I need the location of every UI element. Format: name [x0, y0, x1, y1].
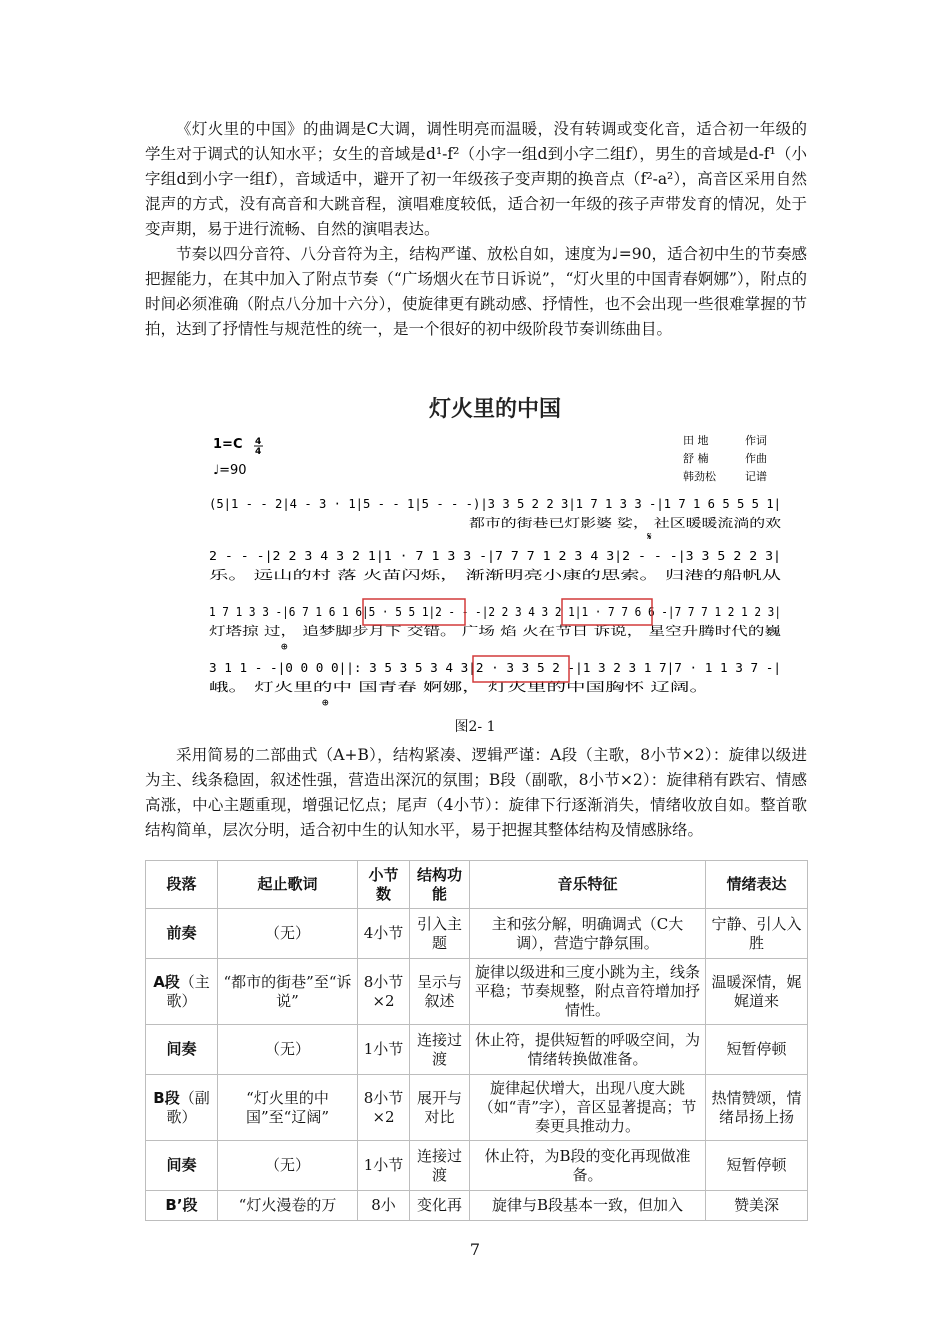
header-emotion: 情绪表达 [706, 861, 808, 909]
cell-features: 旋律以级进和三度小跳为主，线条平稳；节奏规整，附点音符增加抒情性。 [470, 959, 706, 1025]
cell-bars: 4小节 [358, 909, 410, 959]
cell-lyrics: （无） [218, 1141, 358, 1191]
cell-bars: 8小节×2 [358, 959, 410, 1025]
cell-lyrics: “灯火里的中国”至“辽阔” [218, 1075, 358, 1141]
cell-lyrics: （无） [218, 909, 358, 959]
credit-transcriber-role: 记谱 [745, 470, 767, 483]
credit-composer-name: 舒 楠 [683, 452, 709, 465]
score-line-3-notes: 1 7 1 3 3 -|6 7 1 6 1 6|5 · 5 5 1|2 - - -|2 2 3 4 3 2 1|1 · 7 7 6 6 -|7 7 7 1 2 1 2 3| [209, 604, 781, 619]
figure-caption: 图2- 1 [454, 719, 496, 735]
table-row [146, 1191, 808, 1221]
cell-segment-sub: （副歌） [166, 1088, 210, 1126]
score-line-1-notes: (5|1 - - 2|4 - 3 · 1|5 - - 1|5 - - -)|3 3 5 2 2 3|1 7 1 3 3 -|1 7 1 6 5 5 5 1| [209, 496, 781, 511]
cell-segment: 间奏 [146, 1025, 218, 1075]
table-header-row [146, 861, 808, 909]
cell-lyrics: （无） [218, 1025, 358, 1075]
cell-segment [146, 959, 218, 1025]
credit-transcriber-name: 韩劲松 [683, 470, 716, 483]
score-line-4-notes: 3 1 1 - -|0 0 0 0||: 3 5 3 5 3 4 3|2 · 3 3 5 2 -|1 3 2 3 1 7|7 · 1 1 3 7 -| [209, 660, 781, 675]
cell-function: 变化再 [410, 1191, 470, 1221]
header-features: 音乐特征 [470, 861, 706, 909]
score-line-2-notes: 2 - - -|2 2 3 4 3 2 1|1 · 7 1 3 3 -|7 7 7 1 2 3 4 3|2 - - -|3 3 5 2 2 3| [209, 548, 781, 563]
cell-bars: 8小 [358, 1191, 410, 1221]
paragraph-rhythm: 节奏以四分音符、八分音符为主，结构严谨、放松自如，速度为♩=90，适合初中生的节奏感把握能力，在其中加入了附点节奏（“广场烟火在节日诉说”，“灯火里的中国青春婀娜”），附点的时间必须准确（附点八分加十六分），使旋律更有跳动感、抒情性，也不会出现一些很难掌握的节拍，达到了抒情性与规范性的统一，是一个很好的初中级阶段节奏训练曲目。 [145, 245, 807, 338]
score-line-4-lyrics: 峨。 灯火里的中 国青春 婀娜， 灯火里的中国胸怀 辽阔。 [209, 680, 517, 694]
credit-composer-role: 作曲 [745, 452, 767, 465]
segment-table [145, 860, 808, 1221]
music-score [205, 388, 785, 714]
cell-function: 连接过渡 [410, 1141, 470, 1191]
cell-emotion: 温暖深情，娓娓道来 [706, 959, 808, 1025]
table-row [146, 1025, 808, 1075]
cell-emotion: 短暂停顿 [706, 1141, 808, 1191]
cell-segment: B’段 [146, 1191, 218, 1221]
cell-function: 展开与对比 [410, 1075, 470, 1141]
cell-emotion: 宁静、引人入胜 [706, 909, 808, 959]
header-bars: 小节数 [358, 861, 410, 909]
score-line-2-lyrics: 乐。 远山的村 落 火苗闪烁， 渐渐明亮小康的思索。 归港的船帆从 [209, 568, 565, 582]
cell-segment: 间奏 [146, 1141, 218, 1191]
score-key: 1=C [213, 437, 243, 452]
score-time-bottom: 4 [255, 447, 262, 457]
paragraph-tonality: 《灯火里的中国》的曲调是C大调，调性明亮而温暖，没有转调或变化音，适合初一年级的学生对于调式的认知水平；女生的音域是d¹-f²（小字一组d到小字二组f），男生的音域是d-f¹（小字组d到小字一组f），音域适中，避开了初一年级孩子变声期的换音点（f²-a²），高音区采用自然混声的方式，没有高音和大跳音程，演唱难度较低，适合初一年级的孩子声带发育的情况，处于变声期，易于进行流畅、自然的演唱表达。 [145, 120, 807, 238]
cell-segment-sub: （主歌） [166, 972, 210, 1010]
cell-features: 休止符，为B段的变化再现做准备。 [470, 1141, 706, 1191]
cell-segment-name: A段 [153, 972, 180, 991]
score-time-top: 4 [255, 437, 262, 447]
cell-bars: 1小节 [358, 1141, 410, 1191]
cell-features: 休止符，提供短暂的呼吸空间，为情绪转换做准备。 [470, 1025, 706, 1075]
segno-mark-icon: 𝄋 [647, 530, 652, 543]
cell-emotion: 短暂停顿 [706, 1025, 808, 1075]
cell-function: 连接过渡 [410, 1025, 470, 1075]
cell-segment: 前奏 [146, 909, 218, 959]
table-row [146, 1141, 808, 1191]
score-line-3-lyrics: 灯塔掠 过， 追梦脚步月下 交错。 广场 焰 火在节日 诉说， 星空升腾时代的巍 [209, 624, 624, 638]
cell-emotion: 热情赞颂，情绪昂扬上扬 [706, 1075, 808, 1141]
cell-bars: 8小节×2 [358, 1075, 410, 1141]
cell-lyrics: “灯火漫卷的万 [218, 1191, 358, 1221]
header-function: 结构功能 [410, 861, 470, 909]
cell-segment-name: B段 [153, 1088, 180, 1107]
header-segment: 段落 [146, 861, 218, 909]
cell-function: 引入主题 [410, 909, 470, 959]
cell-features: 主和弦分解，明确调式（C大调），营造宁静氛围。 [470, 909, 706, 959]
cell-function: 呈示与叙述 [410, 959, 470, 1025]
score-line-1-lyrics: 都市的街巷已灯影婆 娑， 社区暖暖流淌的欢 [469, 516, 705, 530]
cell-bars: 1小节 [358, 1025, 410, 1075]
credit-lyricist-role: 作词 [745, 434, 767, 447]
page-number: 7 [469, 1240, 481, 1259]
table-row [146, 959, 808, 1025]
score-title: 灯火里的中国 [428, 397, 562, 422]
coda-mark-icon-2: ⊕ [322, 696, 329, 709]
cell-segment [146, 1075, 218, 1141]
header-lyrics: 起止歌词 [218, 861, 358, 909]
credit-lyricist-name: 田 地 [683, 434, 709, 447]
cell-emotion: 赞美深 [706, 1191, 808, 1221]
cell-features: 旋律与B段基本一致，但加入 [470, 1191, 706, 1221]
cell-lyrics: “都市的街巷”至“诉说” [218, 959, 358, 1025]
score-tempo: ♩=90 [213, 463, 247, 478]
table-row [146, 1075, 808, 1141]
table-row [146, 909, 808, 959]
coda-mark-icon-1: ⊕ [281, 640, 288, 653]
paragraph-structure: 采用简易的二部曲式（A+B），结构紧凑、逻辑严谨：A段（主歌，8小节×2）：旋律以级进为主、线条稳固，叙述性强，营造出深沉的氛围；B段（副歌，8小节×2）：旋律稍有跌宕、情感高涨，中心主题重现，增强记忆点；尾声（4小节）：旋律下行逐渐消失，情绪收放自如。整首歌结构简单，层次分明，适合初中生的认知水平，易于把握其整体结构及情感脉络。 [145, 746, 807, 839]
cell-features: 旋律起伏增大，出现八度大跳（如“青”字），音区显著提高；节奏更具推动力。 [470, 1075, 706, 1141]
